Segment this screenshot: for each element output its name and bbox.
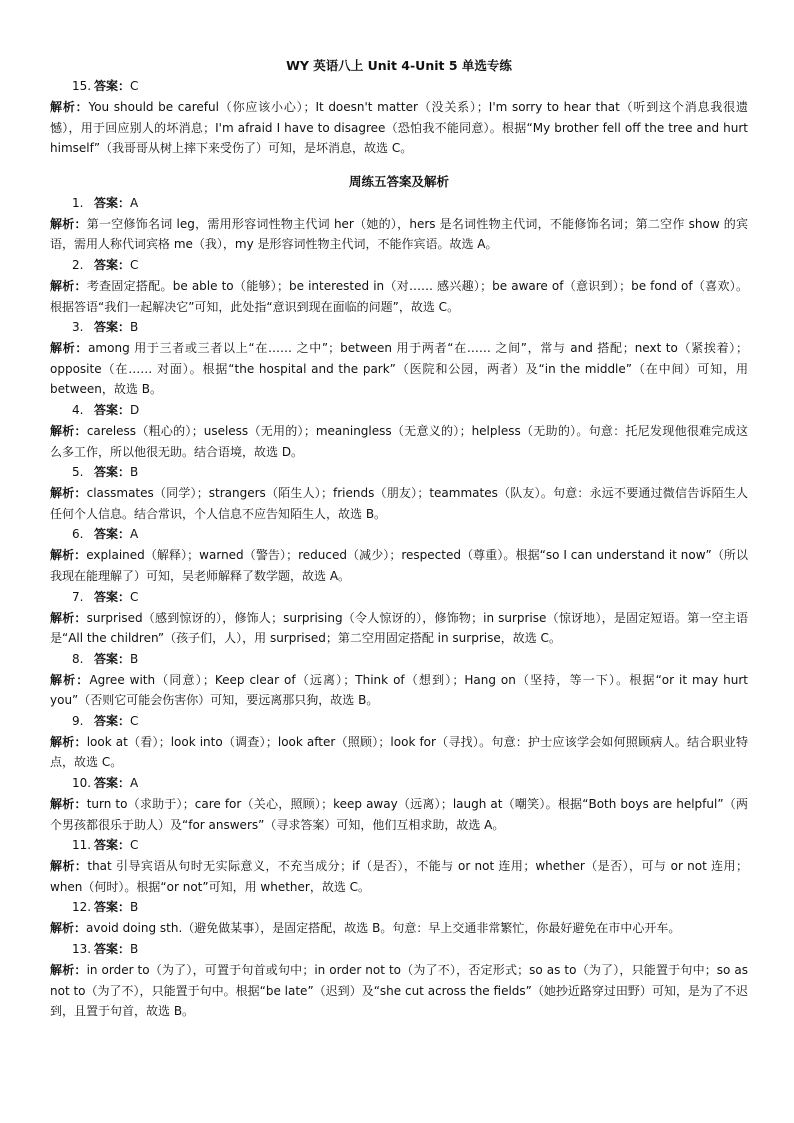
answer-label: 答案： <box>94 651 131 666</box>
answer-label: 答案： <box>94 776 131 791</box>
answer-label: 答案： <box>94 838 131 853</box>
question-header <box>50 835 748 856</box>
question-number: 5. <box>72 465 84 480</box>
document-page <box>50 56 748 1022</box>
question-number: 11. <box>72 838 92 853</box>
explanation-text: among 用于三者或三者以上“在…… 之中”；between 用于两者“在…… 之间”，常与 and 搭配；next to（紧挨着）；opposite（在…… 对面）。根据“the hospital and the park”（医院和公园，两者）及“in the middle”（在中间）可知，用 between，故选 B。 <box>50 341 748 397</box>
explanation-label: 解析： <box>50 423 87 438</box>
answer-label: 答案： <box>94 320 131 335</box>
question-header <box>50 193 748 214</box>
question-number: 12. <box>72 900 92 915</box>
explanation-label: 解析： <box>50 734 87 749</box>
explanation-label: 解析： <box>50 341 89 356</box>
answer-value: C <box>130 713 139 728</box>
answer-value: C <box>130 838 139 853</box>
answer-label: 答案： <box>94 79 131 93</box>
question-header <box>50 773 748 794</box>
explanation-text: look at（看）；look into（调查）；look after（照顾）；look for（寻找）。句意：护士应该学会如何照顾病人。结合职业特点，故选 C。 <box>50 734 748 770</box>
question-number: 8. <box>72 651 84 666</box>
question-number: 15. <box>72 79 92 93</box>
question-number: 3. <box>72 320 84 335</box>
answer-value: B <box>130 900 139 915</box>
explanation-paragraph <box>50 794 748 835</box>
explanation-text: 考查固定搭配。be able to（能够）；be interested in（对…… 感兴趣）；be aware of（意识到）；be fond of（喜欢）。根据答语“我们一起解决它”可知，此处指“意识到现在面临的问题”，故选 C。 <box>50 278 748 314</box>
explanation-text: classmates（同学）；strangers（陌生人）；friends（朋友）；teammates（队友）。句意：永远不要通过微信告诉陌生人任何个人信息。结合常识，个人信息不应告知陌生人，故选 B。 <box>50 486 748 521</box>
explanation-text: in order to（为了），可置于句首或句中；in order not to（为了不），否定形式；so as to（为了），只能置于句中；so as not to（为了不），只能置于句中。根据“be late”（迟到）及“she cut across the fields”（她抄近路穿过田野）可知，是为了不迟到，且置于句首，故选 B。 <box>50 963 748 1019</box>
explanation-label: 解析： <box>50 278 87 293</box>
explanation-paragraph <box>50 421 748 462</box>
question-header <box>50 317 748 338</box>
answer-label: 答案： <box>94 465 131 480</box>
question-header <box>50 897 748 918</box>
answer-value: B <box>130 465 139 480</box>
explanation-paragraph <box>50 918 748 939</box>
answer-value: A <box>130 776 139 791</box>
explanation-text: You should be careful（你应该小心）；It doesn't matter（没关系）；I'm sorry to hear that（听到这个消息我很遗憾），用于回应别人的坏消息；I'm afraid I have to disagree（恐怕我不能同意）。根据“My brother fell off the tree and hurt himself”（我哥哥从树上摔下来受伤了）可知，是坏消息，故选 C。 <box>50 100 748 156</box>
answer-label: 答案： <box>94 900 131 915</box>
answer-label: 答案： <box>94 942 131 957</box>
explanation-paragraph <box>50 545 748 586</box>
answer-label: 答案： <box>94 589 131 604</box>
explanation-text: avoid doing sth.（避免做某事），是固定搭配，故选 B。句意：早上交通非常繁忙，你最好避免在市中心开车。 <box>86 921 681 936</box>
answer-value: C <box>130 257 139 272</box>
explanation-label: 解析： <box>50 486 87 501</box>
explanation-label: 解析： <box>50 859 88 874</box>
explanation-text: 第一空修饰名词 leg，需用形容词性物主代词 her（她的），hers 是名词性物主代词，不能修饰名词；第二空作 show 的宾语，需用人称代词宾格 me（我），my 是形容词性物主代词，不能作宾语。故选 A。 <box>50 216 748 252</box>
answer-value: C <box>130 589 139 604</box>
explanation-label: 解析： <box>50 797 87 812</box>
explanation-text: that 引导宾语从句时无实际意义，不充当成分；if（是否），不能与 or not 连用；whether（是否），可与 or not 连用；when（何时）。根据“or not”可知，用 whether，故选 C。 <box>50 859 748 894</box>
document-title: WY 英语八上 Unit 4-Unit 5 单选专练 <box>286 58 512 73</box>
question-number: 4. <box>72 402 84 417</box>
answer-value: A <box>130 527 139 542</box>
answer-value: B <box>130 651 139 666</box>
answer-label: 答案： <box>94 713 131 728</box>
explanation-text: Agree with（同意）；Keep clear of（远离）；Think of（想到）；Hang on（坚持，等一下）。根据“or it may hurt you”（否则它可能会伤害你）可知，要远离那只狗，故选 B。 <box>50 672 748 708</box>
answer-value: D <box>130 402 140 417</box>
explanation-paragraph <box>50 856 748 897</box>
explanation-text: turn to（求助于）；care for（关心，照顾）；keep away（远离）；laugh at（嘲笑）。根据“Both boys are helpful”（两个男孩都很乐于助人）及“for answers”（寻求答案）可知，他们互相求助，故选 A。 <box>50 797 748 832</box>
explanation-paragraph <box>50 670 748 711</box>
explanation-paragraph <box>50 608 748 649</box>
question-header <box>50 711 748 732</box>
explanation-label: 解析： <box>50 921 87 936</box>
explanation-text: explained（解释）；warned（警告）；reduced（减少）；respected（尊重）。根据“so I can understand it now”（所以我现在能理解了）可知，吴老师解释了数学题，故选 A。 <box>50 548 748 583</box>
question-number: 13. <box>72 942 92 957</box>
explanation-text: surprised（感到惊讶的），修饰人；surprising（令人惊讶的），修饰物；in surprise（惊讶地），是固定短语。第一空主语是“All the children”（孩子们，人），用 surprised；第二空用固定搭配 in surprise，故选 C。 <box>50 610 748 646</box>
answer-label: 答案： <box>94 195 131 210</box>
explanation-text: careless（粗心的）；useless（无用的）；meaningless（无意义的）；helpless（无助的）。句意：托尼发现他很难完成这么多工作，所以他很无助。结合语境，故选 D。 <box>50 423 748 459</box>
question-number: 9. <box>72 713 84 728</box>
answer-value: A <box>130 195 139 210</box>
question-header <box>50 255 748 276</box>
explanation-label: 解析： <box>50 672 90 687</box>
section-title: 周练五答案及解析 <box>348 173 449 189</box>
answer-label: 答案： <box>94 402 131 417</box>
explanation-label: 解析： <box>50 610 87 625</box>
explanation-paragraph <box>50 960 748 1022</box>
explanation-label: 解析： <box>50 216 87 231</box>
answer-label: 答案： <box>94 527 131 542</box>
explanation-paragraph <box>50 97 748 159</box>
explanation-paragraph <box>50 732 748 773</box>
answer-value: B <box>130 320 139 335</box>
question-header <box>50 462 748 483</box>
answer-list <box>50 193 748 1022</box>
explanation-paragraph <box>50 483 748 524</box>
question-number: 7. <box>72 589 84 604</box>
question-header <box>50 939 748 960</box>
question-number: 2. <box>72 257 84 272</box>
answer-value: C <box>130 79 139 93</box>
explanation-paragraph <box>50 276 748 317</box>
question-number: 1. <box>72 195 84 210</box>
answer-label: 答案： <box>94 257 131 272</box>
question-header <box>50 76 748 97</box>
explanation-label: 解析： <box>50 548 87 563</box>
question-header <box>50 587 748 608</box>
question-header <box>50 400 748 421</box>
explanation-label: 解析： <box>50 963 87 978</box>
explanation-label: 解析： <box>50 100 89 114</box>
explanation-paragraph <box>50 338 748 400</box>
question-header <box>50 524 748 545</box>
explanation-paragraph <box>50 214 748 255</box>
answer-value: B <box>130 942 139 957</box>
question-number: 10. <box>72 776 92 791</box>
question-header <box>50 649 748 670</box>
question-number: 6. <box>72 527 84 542</box>
